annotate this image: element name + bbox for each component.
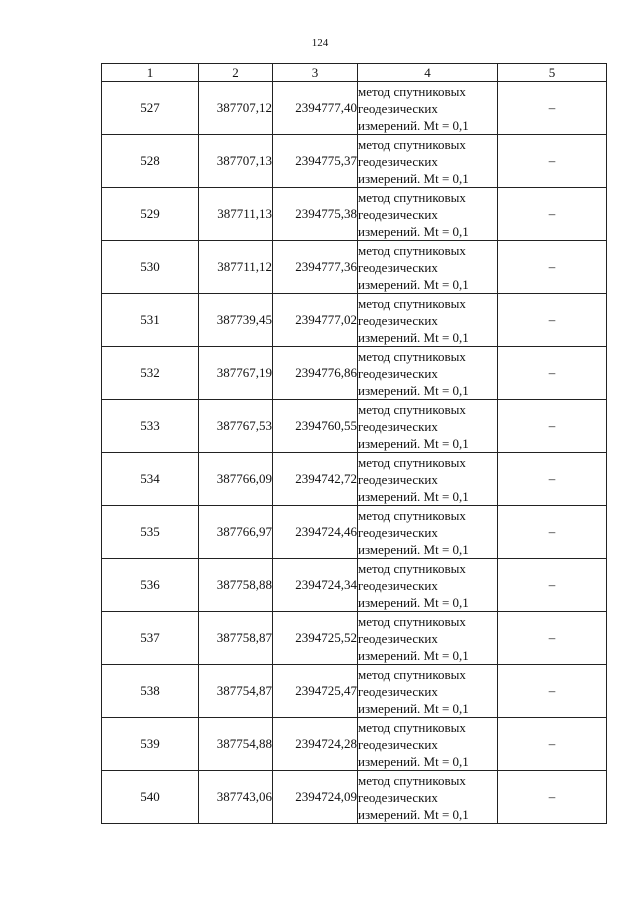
- method-line: метод спутниковых: [358, 295, 466, 311]
- method-line: геодезических: [358, 789, 438, 805]
- point-number: 537: [102, 612, 199, 665]
- header-col-3: 3: [273, 64, 358, 82]
- method-line: метод спутниковых: [358, 189, 466, 205]
- point-number: 536: [102, 559, 199, 612]
- point-number: 529: [102, 188, 199, 241]
- coordinate-x: 387754,87: [199, 665, 273, 718]
- method-description: [358, 294, 498, 347]
- point-number: 538: [102, 665, 199, 718]
- method-line: измерений. Mt = 0,1: [358, 223, 469, 239]
- table-row: [102, 453, 607, 506]
- note-dash: –: [498, 294, 607, 347]
- method-line: измерений. Mt = 0,1: [358, 488, 469, 504]
- note-dash: –: [498, 506, 607, 559]
- note-dash: –: [498, 665, 607, 718]
- table-row: [102, 771, 607, 824]
- point-number: 528: [102, 135, 199, 188]
- method-line: измерений. Mt = 0,1: [358, 806, 469, 822]
- method-line: метод спутниковых: [358, 242, 466, 258]
- method-description: [358, 82, 498, 135]
- method-line: измерений. Mt = 0,1: [358, 435, 469, 451]
- method-line: геодезических: [358, 259, 438, 275]
- method-line: метод спутниковых: [358, 136, 466, 152]
- table-row: [102, 665, 607, 718]
- table-row: [102, 188, 607, 241]
- method-line: метод спутниковых: [358, 83, 466, 99]
- coordinate-x: 387743,06: [199, 771, 273, 824]
- coordinate-y: 2394776,86: [273, 347, 358, 400]
- coordinate-y: 2394724,46: [273, 506, 358, 559]
- method-line: геодезических: [358, 471, 438, 487]
- note-dash: –: [498, 718, 607, 771]
- header-row: [102, 64, 607, 82]
- note-dash: –: [498, 241, 607, 294]
- method-line: метод спутниковых: [358, 348, 466, 364]
- point-number: 534: [102, 453, 199, 506]
- table-row: [102, 347, 607, 400]
- table-row: [102, 559, 607, 612]
- coordinate-y: 2394777,02: [273, 294, 358, 347]
- method-line: геодезических: [358, 153, 438, 169]
- coordinate-y: 2394724,09: [273, 771, 358, 824]
- method-line: метод спутниковых: [358, 613, 466, 629]
- method-line: метод спутниковых: [358, 454, 466, 470]
- note-dash: –: [498, 82, 607, 135]
- note-dash: –: [498, 612, 607, 665]
- method-line: метод спутниковых: [358, 507, 466, 523]
- coordinate-x: 387758,87: [199, 612, 273, 665]
- coordinate-x: 387767,19: [199, 347, 273, 400]
- table-row: [102, 506, 607, 559]
- coordinate-x: 387707,12: [199, 82, 273, 135]
- method-line: метод спутниковых: [358, 666, 466, 682]
- coordinates-table: [101, 63, 607, 824]
- coordinate-y: 2394777,40: [273, 82, 358, 135]
- point-number: 540: [102, 771, 199, 824]
- table-header: [102, 64, 607, 82]
- method-line: измерений. Mt = 0,1: [358, 329, 469, 345]
- coordinate-x: 387739,45: [199, 294, 273, 347]
- page-number: 124: [311, 37, 329, 49]
- point-number: 531: [102, 294, 199, 347]
- coordinate-y: 2394725,47: [273, 665, 358, 718]
- point-number: 532: [102, 347, 199, 400]
- method-description: [358, 453, 498, 506]
- point-number: 533: [102, 400, 199, 453]
- method-line: измерений. Mt = 0,1: [358, 541, 469, 557]
- method-line: геодезических: [358, 312, 438, 328]
- method-line: метод спутниковых: [358, 560, 466, 576]
- coordinate-y: 2394742,72: [273, 453, 358, 506]
- method-line: метод спутниковых: [358, 719, 466, 735]
- note-dash: –: [498, 453, 607, 506]
- method-line: геодезических: [358, 100, 438, 116]
- note-dash: –: [498, 771, 607, 824]
- coordinate-x: 387711,13: [199, 188, 273, 241]
- coordinate-y: 2394777,36: [273, 241, 358, 294]
- method-line: измерений. Mt = 0,1: [358, 647, 469, 663]
- point-number: 527: [102, 82, 199, 135]
- method-line: измерений. Mt = 0,1: [358, 594, 469, 610]
- coordinate-x: 387754,88: [199, 718, 273, 771]
- note-dash: –: [498, 559, 607, 612]
- method-description: [358, 665, 498, 718]
- note-dash: –: [498, 347, 607, 400]
- coordinate-x: 387711,12: [199, 241, 273, 294]
- method-line: геодезических: [358, 206, 438, 222]
- coordinate-y: 2394725,52: [273, 612, 358, 665]
- method-line: метод спутниковых: [358, 401, 466, 417]
- coordinate-y: 2394775,37: [273, 135, 358, 188]
- header-col-1: 1: [102, 64, 199, 82]
- method-description: [358, 506, 498, 559]
- coordinate-x: 387766,09: [199, 453, 273, 506]
- method-line: измерений. Mt = 0,1: [358, 170, 469, 186]
- note-dash: –: [498, 400, 607, 453]
- method-description: [358, 718, 498, 771]
- method-line: геодезических: [358, 418, 438, 434]
- method-line: геодезических: [358, 365, 438, 381]
- coordinate-y: 2394724,34: [273, 559, 358, 612]
- method-description: [358, 188, 498, 241]
- method-description: [358, 347, 498, 400]
- header-col-5: 5: [498, 64, 607, 82]
- table-row: [102, 135, 607, 188]
- method-line: геодезических: [358, 630, 438, 646]
- point-number: 535: [102, 506, 199, 559]
- method-line: геодезических: [358, 683, 438, 699]
- method-line: измерений. Mt = 0,1: [358, 117, 469, 133]
- coordinate-x: 387707,13: [199, 135, 273, 188]
- point-number: 539: [102, 718, 199, 771]
- method-description: [358, 771, 498, 824]
- coordinate-x: 387758,88: [199, 559, 273, 612]
- table-row: [102, 82, 607, 135]
- table-body: [102, 82, 607, 824]
- coordinate-y: 2394724,28: [273, 718, 358, 771]
- method-line: измерений. Mt = 0,1: [358, 753, 469, 769]
- point-number: 530: [102, 241, 199, 294]
- method-description: [358, 241, 498, 294]
- header-col-2: 2: [199, 64, 273, 82]
- table-row: [102, 294, 607, 347]
- method-description: [358, 135, 498, 188]
- method-line: измерений. Mt = 0,1: [358, 700, 469, 716]
- note-dash: –: [498, 188, 607, 241]
- table-row: [102, 400, 607, 453]
- method-line: геодезических: [358, 736, 438, 752]
- method-line: измерений. Mt = 0,1: [358, 276, 469, 292]
- coordinate-y: 2394775,38: [273, 188, 358, 241]
- note-dash: –: [498, 135, 607, 188]
- method-line: измерений. Mt = 0,1: [358, 382, 469, 398]
- method-description: [358, 400, 498, 453]
- table-row: [102, 718, 607, 771]
- coordinate-x: 387767,53: [199, 400, 273, 453]
- method-description: [358, 612, 498, 665]
- coordinate-x: 387766,97: [199, 506, 273, 559]
- header-col-4: 4: [358, 64, 498, 82]
- method-line: метод спутниковых: [358, 772, 466, 788]
- table-row: [102, 241, 607, 294]
- method-line: геодезических: [358, 577, 438, 593]
- method-line: геодезических: [358, 524, 438, 540]
- coordinate-y: 2394760,55: [273, 400, 358, 453]
- table-row: [102, 612, 607, 665]
- method-description: [358, 559, 498, 612]
